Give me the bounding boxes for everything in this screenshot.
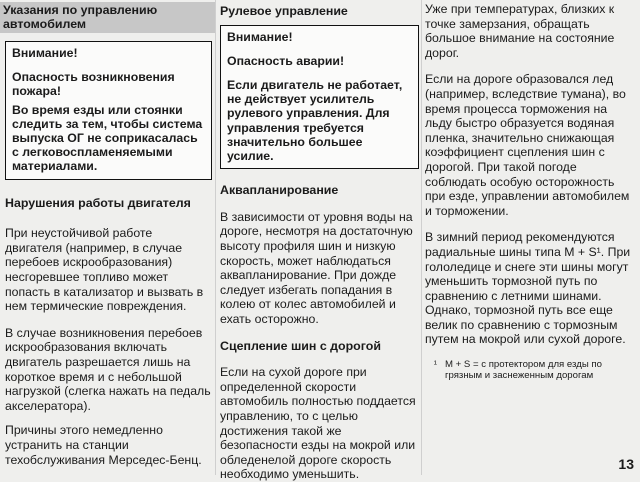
paragraph: В зимний период рекомендуются радиальные шины типа М + S¹. При гололедице и снеге эти шины могут уменьшить тормозной путь по сравнению с летними шинами. Однако, тормозной путь все еще велик по сравнению с тормозным путем на мокрой или сухой дороге. [425,230,631,347]
column-left [5,2,212,467]
footnote-marker: ¹ [433,359,437,371]
page-number: 13 [618,456,634,472]
paragraph: Уже при температурах, близких к точке замерзания, обращать большое внимание на состояние дорог. [425,2,615,60]
warning-title: Внимание! [12,46,78,60]
section-header-driving-notes: Указания по управлению автомобилем [0,2,215,33]
warning-box-fire [5,41,212,180]
warning-text: Во время езды или стоянки следить за тем, чтобы система выпуска ОГ не соприкасалась с легковоспламеняемыми материалами. [12,102,203,174]
warning-text: Если двигатель не работает, не действует усилитель рулевого управления. Для управления требуется значительно большее усилие. [227,78,403,164]
paragraph: Если на дороге образовался лед (например, вследствие тумана), во время процесса торможения на льду быстро образуется водяная пленка, значительно снижающая коэффициент сцепления шин с дорогой. При такой погоде соблюдать особую осторожность при езде, управлении автомобилем и торможении. [425,72,630,218]
paragraph: Если на сухой дороге при определенной скорости автомобиль полностью поддается управлению, то с целью достижения такой же безопасности езды на мокрой или обледенелой дороге скорость необходимо уменьшить. [220,365,416,482]
paragraph: Причины этого немедленно устранить на станции техобслуживания Мерседес-Бенц. [5,423,202,467]
warning-title: Внимание! [227,29,293,44]
paragraph: При неустойчивой работе двигателя (например, в случае перебоев искрообразования) несгоревшее топливо может попасть в катализатор и вызвать в нем термические повреждения. [5,226,204,314]
column-divider [421,0,422,475]
heading-steering: Рулевое управление [220,4,348,18]
footnote [425,359,635,381]
column-middle [220,2,419,482]
heading-tire-grip: Сцепление шин с дорогой [220,338,381,353]
heading-aquaplaning: Аквапланирование [220,183,339,198]
column-right [425,2,635,381]
paragraph: В зависимости от уровня воды на дороге, несмотря на достаточную высоту профиля шин и низкую скорость, может наблюдаться аквапланирование. При дожде следует избегать попадания в колею от колес автомобилей и ехать осторожно. [220,209,413,326]
footnote-text: М + S = с протектором для езды по грязным и заснеженным дорогам [445,359,602,382]
paragraph: В случае возникновения перебоев искрообразования включать двигатель разрешается лишь на короткое время и с небольшой нагрузкой (слегка нажать на педаль акселератора). [5,325,211,413]
heading-engine-malfunction: Нарушения работы двигателя [5,195,191,210]
warning-box-accident [220,25,419,170]
column-divider [215,0,216,475]
warning-subtitle: Опасность аварии! [227,53,345,68]
warning-subtitle: Опасность возникновения пожара! [12,70,175,99]
